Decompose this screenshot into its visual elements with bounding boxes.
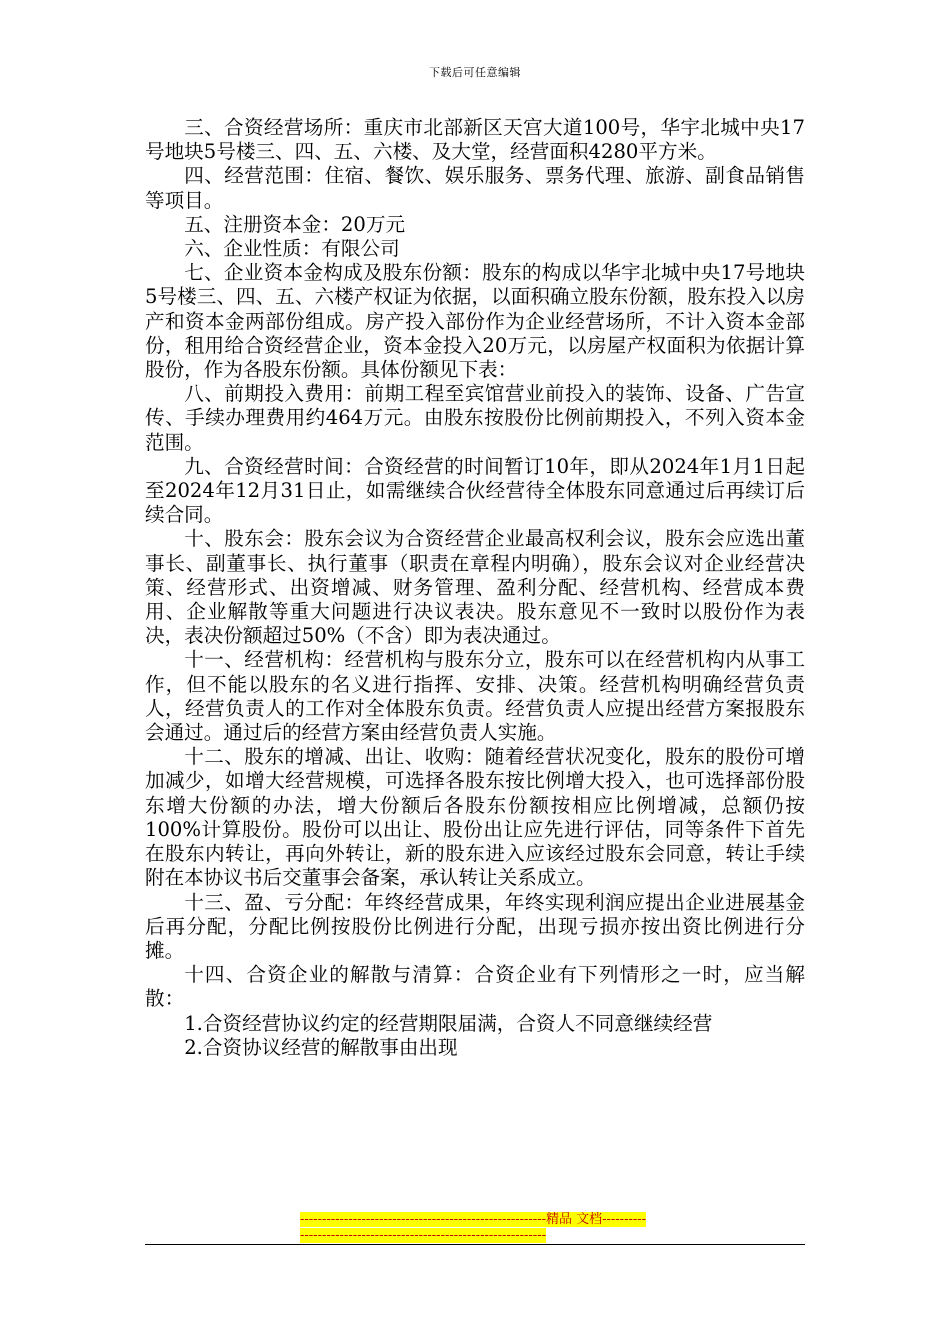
paragraph-share-transfer: 十二、股东的增减、出让、收购：随着经营状况变化，股东的股份可增加减少，如增大经营规模，可选择各股东按比例增大投入，也可选择部份股东增大份额的办法，增大份额后各股东份额按相应比例增减，总额仍按100%计算股份。股份可以出让、股份出让应先进行评估，同等条件下首先在股东内转让，再向外转让，新的股东进入应该经过股东会同意，转让手续附在本协议书后交董事会备案，承认转让关系成立。: [145, 745, 805, 890]
list-item-dissolution-2: 2.合资协议经营的解散事由出现: [184, 1035, 458, 1059]
footer-divider: [145, 1244, 805, 1245]
paragraph-business-scope: 四、经营范围：住宿、餐饮、娱乐服务、票务代理、旅游、副食品销售等项目。: [145, 164, 805, 212]
paragraph-dissolution: 十四、合资企业的解散与清算：合资企业有下列情形之一时，应当解散：: [145, 963, 805, 1011]
paragraph-capital-structure: 七、企业资本金构成及股东份额：股东的构成以华宇北城中央17号地块5号楼三、四、五、六楼产权证为依据，以面积确立股东份额，股东投入以房产和资本金两部份组成。房产投入部份作为企业经营场所，不计入资本金部份，租用给合资经营企业，资本金投入20万元，以房屋产权面积为依据计算股份，作为各股东份额。具体份额见下表：: [145, 261, 805, 382]
paragraph-profit-loss: 十三、盈、亏分配：年终经营成果，年终实现利润应提出企业进展基金后再分配，分配比例按股份比例进行分配，出现亏损亦按出资比例进行分摊。: [145, 890, 805, 962]
footer-banner: [300, 1212, 650, 1244]
paragraph-enterprise-type: 六、企业性质：有限公司: [184, 237, 400, 261]
paragraph-initial-costs: 八、前期投入费用：前期工程至宾馆营业前投入的装饰、设备、广告宣传、手续办理费用约464万元。由股东按股份比例前期投入，不列入资本金范围。: [145, 382, 805, 454]
document-body: [145, 116, 805, 1060]
paragraph-venue: 三、合资经营场所：重庆市北部新区天宫大道100号，华宇北城中央17号地块5号楼三、四、五、六楼、及大堂，经营面积4280平方米。: [145, 116, 805, 164]
list-item-dissolution-1: 1.合资经营协议约定的经营期限届满，合资人不同意继续经营: [184, 1011, 713, 1035]
paragraph-operating-body: 十一、经营机构：经营机构与股东分立，股东可以在经营机构内从事工作，但不能以股东的名义进行指挥、安排、决策。经营机构明确经营负责人，经营负责人的工作对全体股东负责。经营负责人应提出经营方案报股东会通过。通过后的经营方案由经营负责人实施。: [145, 648, 805, 745]
paragraph-operation-period: 九、合资经营时间：合资经营的时间暂订10年，即从2024年1月1日起至2024年12月31日止，如需继续合伙经营待全体股东同意通过后再续订后续合同。: [145, 454, 805, 527]
paragraph-shareholders-meeting: 十、股东会：股东会议为合资经营企业最高权利会议，股东会应选出董事长、副董事长、执行董事（职责在章程内明确），股东会议对企业经营决策、经营形式、出资增减、财务管理、盈利分配、经营机构、经营成本费用、企业解散等重大问题进行决议表决。股东意见不一致时以股份作为表决，表决份额超过50%（不含）即为表决通过。: [145, 527, 805, 648]
paragraph-registered-capital: 五、注册资本金：20万元: [184, 212, 406, 236]
footer-banner-text: --------------------------------------------------------精品 文档------------------------------------------------------------------: [300, 1212, 647, 1243]
page-header: 下载后可任意编辑: [429, 66, 521, 79]
